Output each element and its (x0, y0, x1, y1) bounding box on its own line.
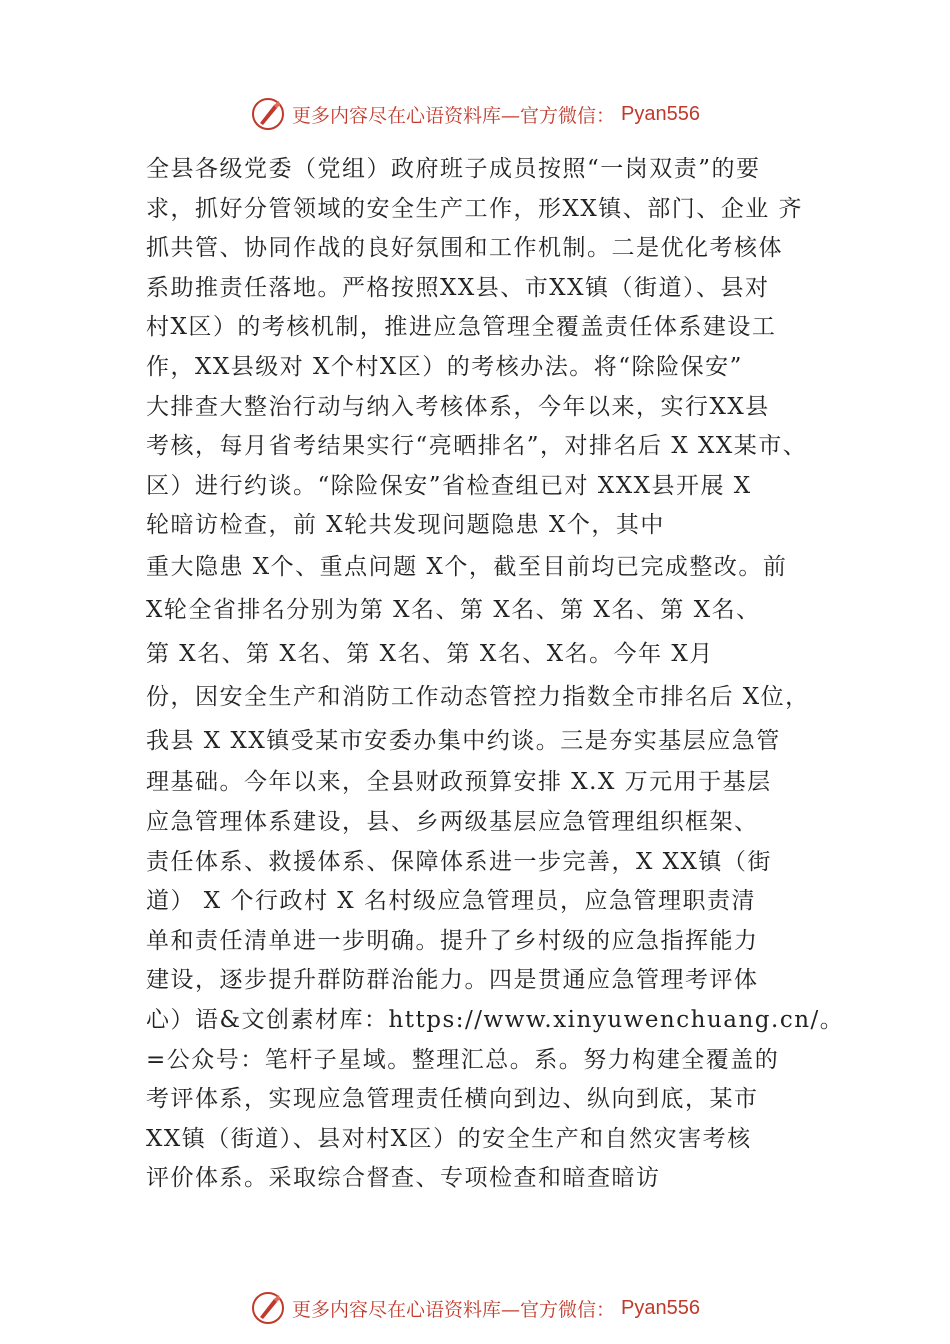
banner-text: 更多内容尽在心语资料库—官方微信： (292, 104, 616, 127)
text-line: 建设，逐步提升群防群治能力。四是贯通应急管理考评体 (146, 967, 759, 994)
text-line: 份，因安全生产和消防工作动态管控力指数全市排名后 X位， (146, 684, 810, 711)
text-line: XX镇（街道）、县对村X区）的安全生产和自然灾害考核 (146, 1125, 752, 1152)
text-line: 系助推责任落地。严格按照XX县、市XX镇（街道）、县对 (146, 274, 770, 301)
text-line: 轮暗访检查，前 X轮共发现问题隐患 X个，其中 (146, 512, 665, 539)
text-line: 求，抓好分管领域的安全生产工作，形XX镇、部门、企业 齐 (146, 195, 804, 222)
text-line: 评价体系。采取综合督查、专项检查和暗查暗访 (146, 1165, 661, 1192)
text-line: 区）进行约谈。“除险保安”省检查组已对 XXX县开展 X (146, 472, 752, 499)
banner-wechat-id: Pyan556 (621, 102, 700, 125)
header-watermark-banner (0, 94, 950, 134)
text-line: 村X区）的考核机制，推进应急管理全覆盖责任体系建设工 (146, 314, 777, 341)
text-line: 单和责任清单进一步明确。提升了乡村级的应急指挥能力 (146, 927, 759, 954)
banner-text: 更多内容尽在心语资料库—官方微信： (292, 1298, 616, 1321)
footer-watermark-banner (0, 1288, 950, 1328)
text-line: 作，XX县级对 X个村X区）的考核办法。将“除险保安” (146, 353, 743, 380)
text-line: 全县各级党委（党组）政府班子成员按照“一岗双责”的要 (146, 156, 761, 182)
text-line: 应急管理体系建设，县、乡两级基层应急管理组织框架、 (146, 809, 759, 836)
text-line: 责任体系、救援体系、保障体系进一步完善，X XX镇（街 (146, 848, 772, 875)
text-line: 大排查大整治行动与纳入考核体系，今年以来，实行XX县 (146, 393, 770, 420)
text-line: 考评体系，实现应急管理责任横向到边、纵向到底，某市 (146, 1086, 759, 1113)
text-line: 第 X名、第 X名、第 X名、第 X名、X名。今年 X月 (146, 640, 714, 667)
text-line: 理基础。今年以来，全县财政预算安排 X.X 万元用于基层 (146, 769, 772, 796)
document-body (146, 150, 845, 1199)
text-line: 考核，每月省考结果实行“亮晒排名”，对排名后 X XX某市、 (146, 433, 808, 460)
text-line: 我县 X XX镇受某市安委办集中约谈。三是夯实基层应急管 (146, 727, 781, 754)
quill-pen-logo-icon (250, 1290, 286, 1326)
quill-pen-logo-icon (250, 96, 286, 132)
text-line: 心）语&文创素材库：https://www.xinyuwenchuang.cn/。 (146, 1007, 845, 1033)
text-line: 道） X 个行政村 X 名村级应急管理员，应急管理职责清 (146, 888, 756, 915)
text-line: =公众号：笔杆子星域。整理汇总。系。努力构建全覆盖的 (146, 1046, 780, 1073)
text-line: 重大隐患 X个、重点问题 X个，截至目前均已完成整改。前 (146, 553, 788, 580)
banner-wechat-id: Pyan556 (621, 1296, 700, 1319)
text-line: 抓共管、协同作战的良好氛围和工作机制。二是优化考核体 (146, 235, 783, 262)
text-line: X轮全省排名分别为第 X名、第 X名、第 X名、第 X名、 (146, 597, 761, 624)
